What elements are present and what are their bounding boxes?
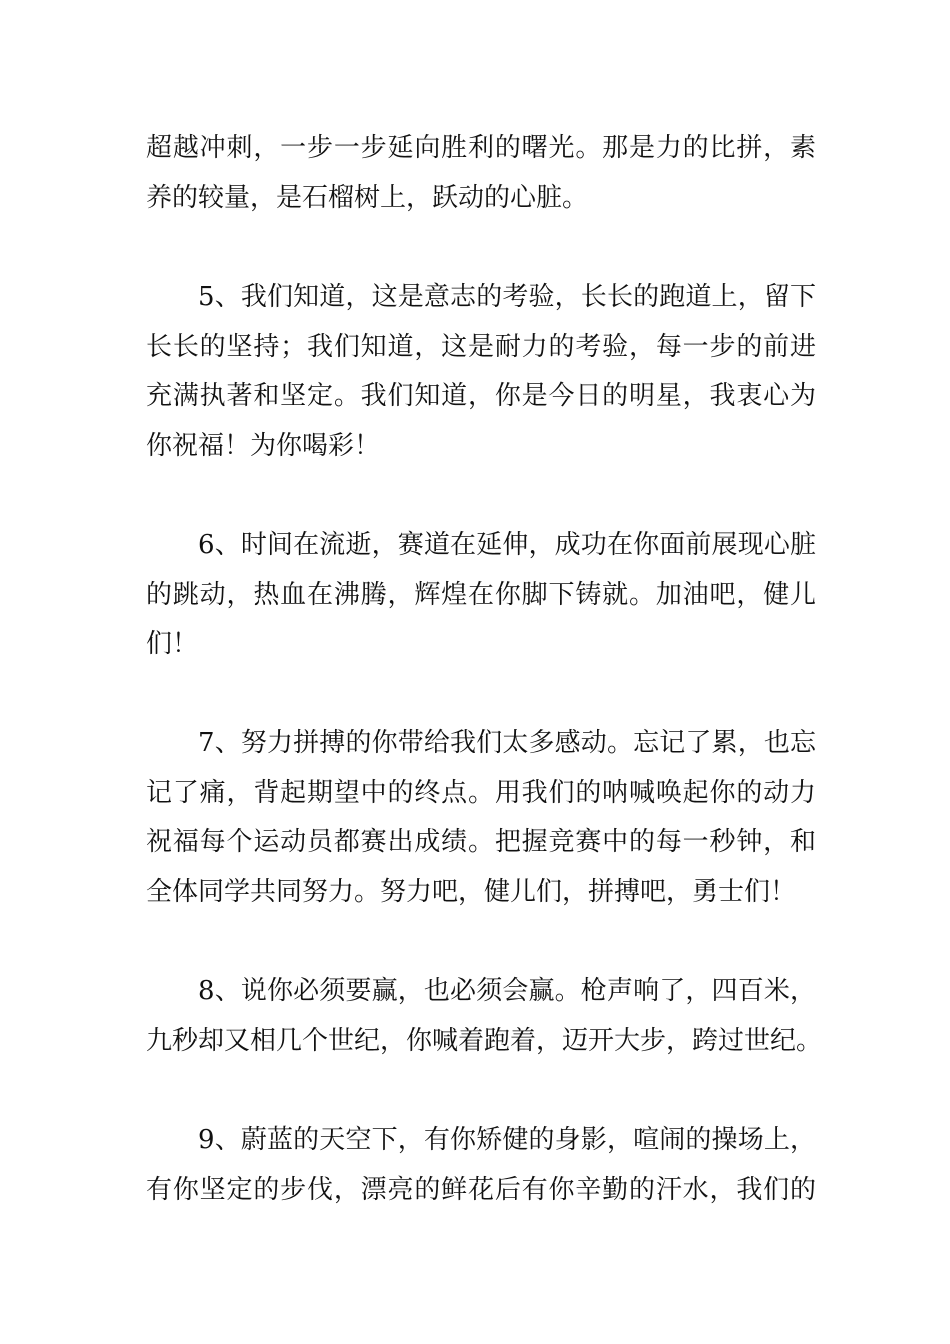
text-line: 全体同学共同努力。努力吧，健儿们，拼搏吧，勇士们！ xyxy=(146,876,797,907)
text-line: 5、我们知道，这是意志的考验，长长的跑道上，留下 xyxy=(198,282,816,312)
paragraph-item-6 xyxy=(146,521,816,670)
paragraph-continuation xyxy=(146,124,816,223)
text-line: 的跳动，热血在沸腾，辉煌在你脚下铸就。加油吧，健儿 xyxy=(146,579,816,610)
text-line: 长长的坚持；我们知道，这是耐力的考验，每一步的前进 xyxy=(146,331,816,362)
paragraph-item-9 xyxy=(146,1116,816,1215)
text-line: 九秒却又相几个世纪，你喊着跑着，迈开大步，跨过世纪。 xyxy=(146,1025,823,1056)
text-line: 有你坚定的步伐，漂亮的鲜花后有你辛勤的汗水，我们的 xyxy=(146,1174,816,1205)
text-line: 你祝福！为你喝彩！ xyxy=(146,430,381,461)
text-line: 们！ xyxy=(146,629,199,659)
text-line: 6、时间在流逝，赛道在延伸，成功在你面前展现心脏 xyxy=(198,530,816,560)
text-line: 9、蔚蓝的天空下，有你矫健的身影，喧闹的操场上， xyxy=(198,1125,816,1155)
paragraph-item-7 xyxy=(146,719,816,917)
text-line: 记了痛，背起期望中的终点。用我们的呐喊唤起你的动力 xyxy=(146,777,816,808)
text-line: 养的较量，是石榴树上，跃动的心脏。 xyxy=(146,182,589,213)
text-line: 充满执著和坚定。我们知道，你是今日的明星，我衷心为 xyxy=(146,381,816,411)
text-line: 祝福每个运动员都赛出成绩。把握竞赛中的每一秒钟，和 xyxy=(146,827,816,857)
text-line: 8、说你必须要赢，也必须会赢。枪声响了，四百米， xyxy=(198,976,816,1006)
text-line: 超越冲刺，一步一步延向胜利的曙光。那是力的比拼，素 xyxy=(146,133,816,163)
paragraph-item-5 xyxy=(146,273,816,471)
text-line: 7、努力拼搏的你带给我们太多感动。忘记了累，也忘 xyxy=(198,728,816,758)
paragraph-item-8 xyxy=(146,967,823,1066)
